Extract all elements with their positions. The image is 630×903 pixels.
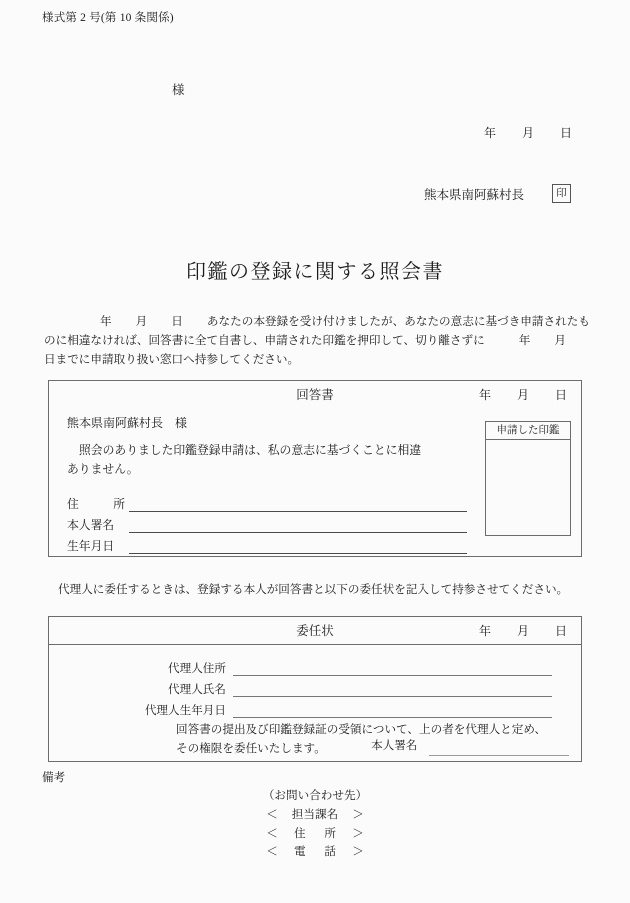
agent-label-birthdate: 代理人生年月日 [144,704,226,717]
issuer-name: 熊本県南阿蘇村長 [424,187,525,202]
field-label-address-b: 所 [113,497,125,511]
field-input-address[interactable] [129,497,467,512]
field-row-signature [67,512,467,533]
field-label-signature: 本人署名 [67,518,115,532]
reply-statement-line2: ありません。 [67,462,139,477]
delegation-signature-label: 本人署名 [371,739,418,752]
delegation-form-panel [48,616,582,762]
issue-date [484,124,572,141]
agent-row-address [137,655,552,676]
reply-panel-title: 回答書 [296,388,334,402]
delegation-header-divider [49,644,581,645]
issuer-row [424,184,571,203]
angle-close-address: ＞ [352,826,364,840]
contact-key-department: 担当課名 [291,807,339,821]
angle-close-department: ＞ [352,807,364,821]
contact-key-phone-b: 話 [324,845,336,859]
contact-key-phone-a: 電 [294,845,306,859]
body-text-tail: 日までに申請取り扱い窓口へ持参してください。 [44,352,300,366]
body-month-2: 月 [554,333,566,347]
contact-line-address [0,825,630,844]
issue-date-day: 日 [560,126,573,140]
field-input-birthdate[interactable] [129,539,467,554]
reply-statement [67,441,447,480]
agent-label-name: 代理人氏名 [168,683,226,696]
issue-date-year: 年 [484,126,497,140]
field-input-signature[interactable] [129,518,467,533]
contact-key-address [278,825,352,844]
proxy-note: 代理人に委任するときは、登録する本人が回答書と以下の委任状を記入して持参させてください。 [58,583,569,596]
delegation-date-year: 年 [478,624,491,638]
page-title: 印鑑の登録に関する照会書 [186,261,444,283]
delegation-panel-title: 委任状 [296,624,334,638]
addressee-honorific: 様 [172,83,185,97]
delegation-date-day: 日 [554,624,567,638]
remarks-label: 備考 [42,771,66,784]
reply-form-panel [48,380,582,557]
seal-specimen-box[interactable] [485,421,571,536]
agent-input-name[interactable] [233,682,552,697]
delegation-date-month: 月 [516,624,529,638]
issue-date-month: 月 [522,126,535,140]
delegation-signature-line[interactable] [429,755,569,756]
delegation-panel-header [49,617,581,639]
reply-date-month: 月 [516,388,529,402]
agent-field-list [137,655,552,718]
delegation-panel-date [479,622,567,639]
angle-close-phone: ＞ [352,845,364,859]
seal-specimen-caption: 申請した印鑑 [486,422,570,440]
field-row-address [67,491,467,512]
reply-statement-line1: 照会のありました印鑑登録申請は、私の意志に基づくことに相違 [79,443,422,457]
reply-field-list [67,491,467,554]
contact-line-phone [0,843,630,862]
reply-addressee: 熊本県南阿蘇村長 様 [67,416,188,430]
body-month-1: 月 [135,315,148,328]
body-year-1: 年 [100,315,112,328]
angle-open-phone: ＜ [266,845,278,859]
field-label-address-a: 住 [67,497,79,511]
delegation-statement-line2: その権限を委任いたします。 [176,741,326,755]
agent-row-name [137,676,552,697]
body-year-2: 年 [518,333,531,347]
agent-input-birthdate[interactable] [233,703,552,718]
form-number: 様式第 2 号(第 10 条関係) [42,12,174,24]
body-text-main: あなたの本登録を受け付けましたが、あなたの意志に基づき申請されたものに相違なければ、回答書に全て自書し、申請された印鑑を押印して、切り離さずに [44,315,590,347]
contact-key-address-b: 所 [324,826,336,840]
contact-heading: （お問い合わせ先） [262,789,368,802]
angle-open-address: ＜ [266,826,278,840]
agent-row-birthdate [137,697,552,718]
reply-date-year: 年 [478,388,491,402]
angle-open-department: ＜ [266,807,278,821]
reply-panel-date [479,386,567,403]
seal-stamp-icon: 印 [552,184,571,203]
body-paragraph [44,313,590,369]
reply-date-day: 日 [554,388,567,402]
contact-key-phone [278,843,352,862]
body-day-1: 日 [171,315,183,328]
reply-panel-header [49,381,581,403]
agent-input-address[interactable] [233,661,552,676]
agent-label-address: 代理人住所 [168,662,226,675]
field-label-birthdate: 生年月日 [67,539,115,553]
contact-line-department [0,806,630,825]
delegation-statement-line1: 回答書の提出及び印鑑登録証の受領について、上の者を代理人と定め、 [176,723,547,736]
field-label-address [67,495,129,512]
contact-block [0,787,630,862]
field-row-birthdate [67,533,467,554]
contact-key-address-a: 住 [294,826,306,840]
